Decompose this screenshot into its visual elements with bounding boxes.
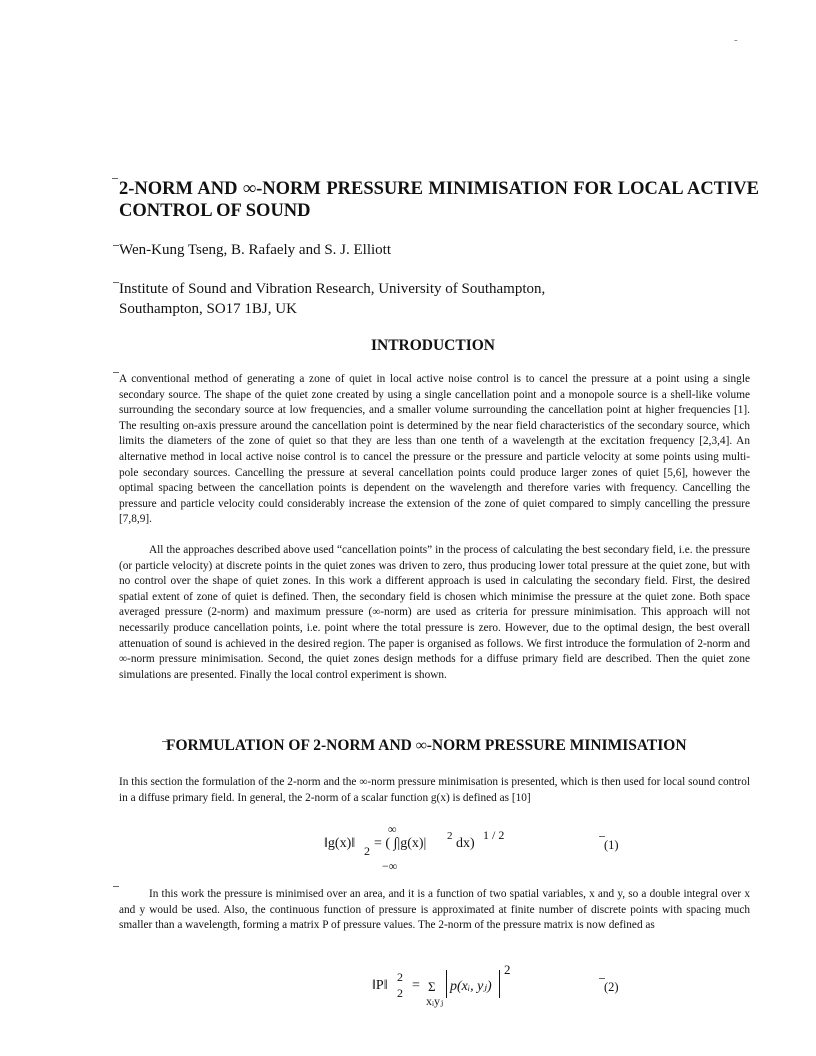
eq1-lhs-sub: 2 <box>364 844 370 858</box>
eq1-lower-limit: −∞ <box>382 859 398 873</box>
scan-tick <box>599 836 605 837</box>
eq1-lhs: ‖g(x)‖ <box>324 836 356 851</box>
eq2-left-bar <box>446 970 447 998</box>
page-mark: - <box>734 34 738 46</box>
formulation-paragraph-2: In this work the pressure is minimised over an area, and it is a function of two spatial variables, x and y, so a double integral over x and y would be used. Also, the continuous function of pressure is approximated at finite number of discrete points with spacing much smaller than a wavelength, forming a matrix P of pressure values. The 2-norm of the pressure matrix is now defined as <box>119 888 750 932</box>
introduction-paragraph-2: All the approaches described above used “cancellation points” in the process of calculating the best secondary field, i.e. the pressure (or particle velocity) at discrete points in the quiet zones was driven to zero, thus producing lower total pressure at the quiet zone, but with no control over the shape of quiet zones. In this work a different approach is used in calculating the secondary field. First, the desired spatial extent of zone of quiet is defined. Then, the secondary field is chosen which minimise the pressure at the quiet zone. Both space averaged pressure (2-norm) and maximum pressure (∞-norm) are used as criteria for pressure minimisation. This approach will not necessarily produce cancellation points, i.e. point where the total pressure is zero. However, due to the optimal design, the best overall attenuation of sound is achieved in the desired region. The paper is organised as follows. We first introduce the formulation of 2-norm and ∞-norm pressure minimisation. Second, the quiet zones design methods for a diffuse primary field are described. Then the quiet zone simulations are presented. Finally the local control experiment is shown. <box>119 544 750 681</box>
eq2-equals: = <box>412 978 420 993</box>
equation-1-number: (1) <box>604 838 619 852</box>
equation-2-number: (2) <box>604 980 619 994</box>
authors: Wen-Kung Tseng, B. Rafaely and S. J. Elliott <box>119 242 392 258</box>
eq2-term: p(xᵢ, yⱼ) <box>450 979 492 994</box>
formulation-paragraph-1: In this section the formulation of the 2-norm and the ∞-norm pressure minimisation is presented, which is then used for local sound control in a diffuse primary field. In general, the 2-norm of a scalar function g(x) is defined as [10] <box>119 776 750 805</box>
eq1-rhs: = ( ∫|g(x)| <box>374 836 427 851</box>
eq1-rhs-sup: 2 <box>447 830 453 842</box>
eq1-rhs-tail: dx) <box>456 836 475 851</box>
affiliation-line-2: Southampton, SO17 1BJ, UK <box>119 300 297 317</box>
introduction-heading: INTRODUCTION <box>370 337 495 354</box>
eq1-upper-limit: ∞ <box>388 822 397 836</box>
scan-tick <box>599 978 605 979</box>
eq1-outer-sup: 1 / 2 <box>483 828 505 842</box>
introduction-paragraph-1: A conventional method of generating a zone of quiet in local active noise control is to cancel the pressure at a point using a single secondary source. The shape of the quiet zone created by using a single cancellation point and a monopole source is a shell-like volume surrounding the secondary source at low frequencies, and a smaller volume surrounding the cancellation point at higher frequencies [1]. The resulting on-axis pressure around the cancellation point is determined by the near field characteristics of the secondary source, which limits the diameters of the zone of quiet so that they are less than one tenth of a wavelength at the excitation frequency [2,3,4]. An alternative method in local active noise control is to cancel the pressure or the pressure and particle velocity at some points using multi-pole secondary sources. Cancelling the pressure at several cancellation points could produce larger zones of quiet [5,6], however the optimal spacing between the cancellation points is dependent on the wavelength and therefore varies with frequency. Cancelling the pressure and particle velocity could considerably increase the extension of the zone of quiet compared to simply cancelling the pressure [7,8,9]. <box>119 373 750 526</box>
affiliation-line-1: Institute of Sound and Vibration Research, University of Southampton, <box>119 281 546 297</box>
eq2-lhs-sup: 2 <box>397 970 403 984</box>
eq2-sum: Σ <box>428 979 436 994</box>
paper-title: 2-NORM AND ∞-NORM PRESSURE MINIMISATION FOR LOCAL ACTIVE CONTROL OF SOUND <box>119 179 759 221</box>
scan-tick <box>112 178 118 179</box>
affiliation <box>119 280 545 319</box>
eq2-lhs: ‖P‖ <box>372 978 388 993</box>
formulation-heading: FORMULATION OF 2-NORM AND ∞-NORM PRESSURE MINIMISATION <box>166 737 687 754</box>
eq2-term-sup: 2 <box>504 962 511 977</box>
eq2-sum-index: xᵢyⱼ <box>426 994 444 1008</box>
equation-1 <box>324 824 524 874</box>
eq2-right-bar <box>499 970 500 998</box>
eq2-lhs-sub: 2 <box>397 986 403 1000</box>
equation-2 <box>372 962 532 1016</box>
